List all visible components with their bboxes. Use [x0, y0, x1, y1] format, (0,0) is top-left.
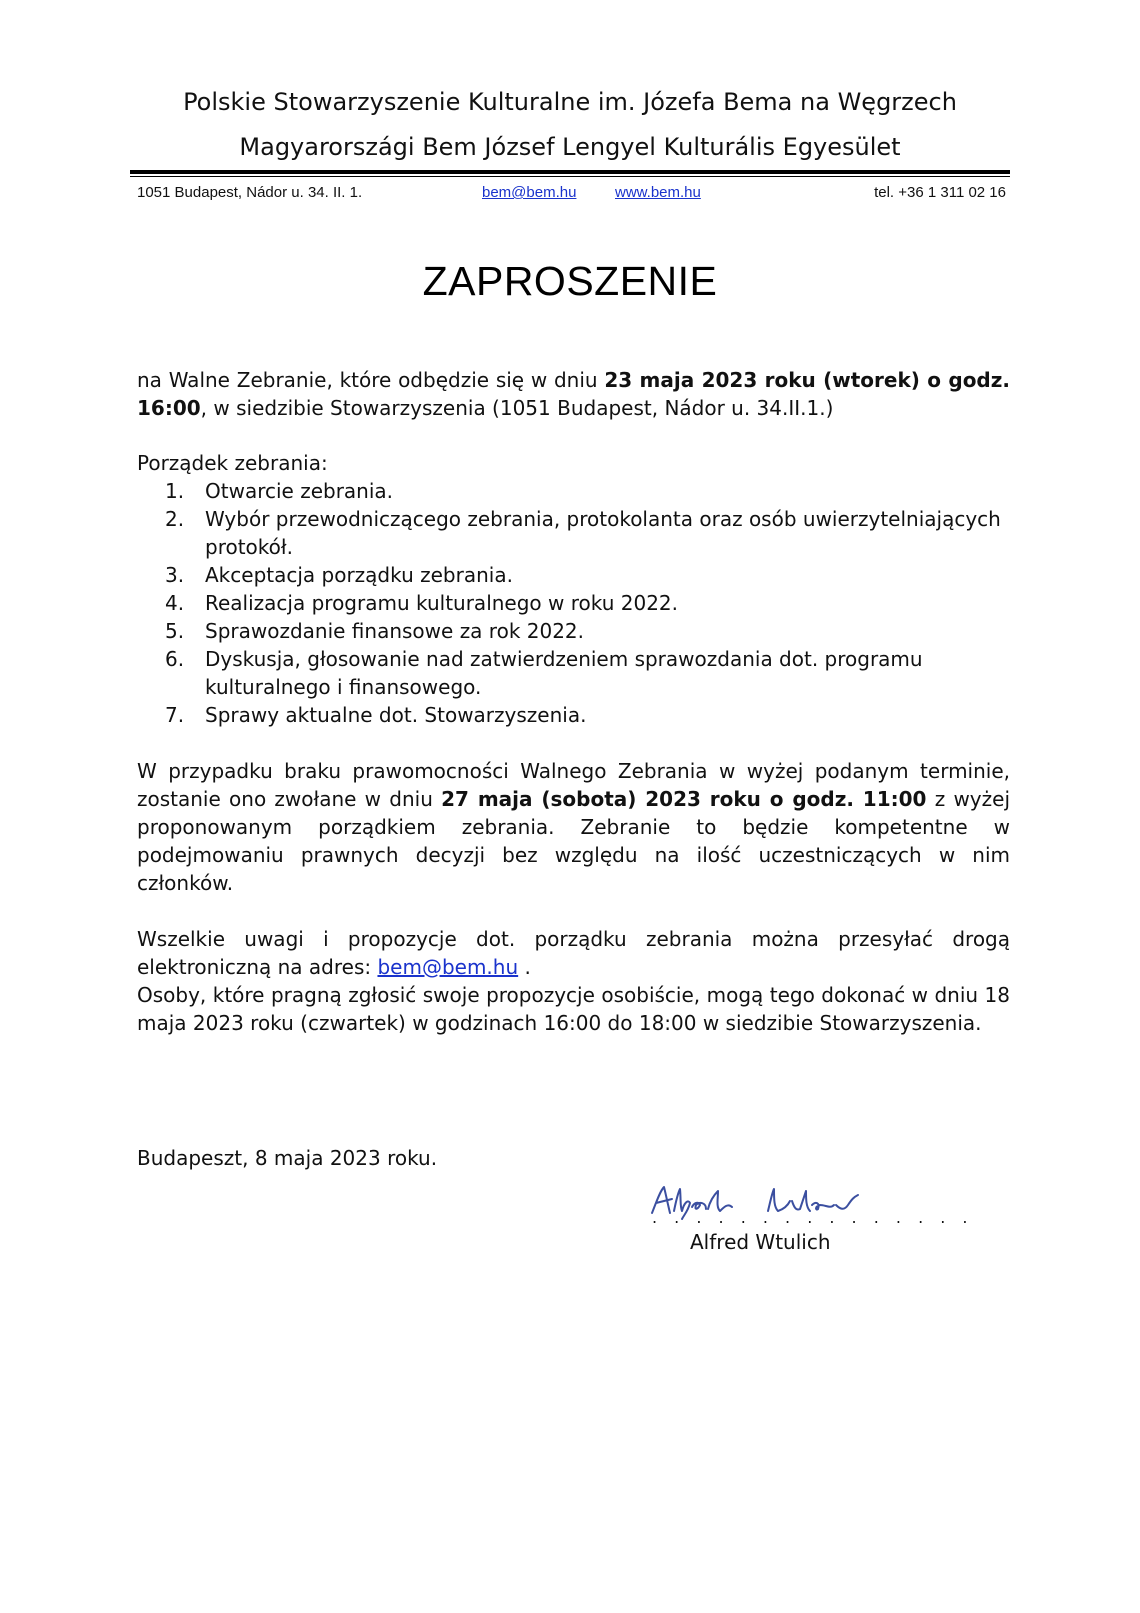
spacer	[137, 729, 1010, 757]
remarks-text-2: .	[518, 955, 531, 979]
place-and-date: Budapeszt, 8 maja 2023 roku.	[137, 1146, 438, 1170]
header-website-link[interactable]: www.bem.hu	[615, 184, 701, 201]
agenda-item-number: 4.	[165, 591, 185, 615]
signature-line: . . . . . . . . . . . . . . .	[652, 1208, 974, 1227]
meeting-datetime: 23 maja 2023 roku (wtorek) o godz. 16:00	[137, 368, 1010, 420]
agenda-item-number: 1.	[165, 479, 185, 503]
quorum-paragraph	[137, 757, 1010, 897]
agenda-list	[137, 477, 1010, 729]
agenda-item-number: 6.	[165, 647, 185, 671]
agenda-item-number: 5.	[165, 619, 185, 643]
agenda-item	[137, 477, 1010, 505]
agenda-item	[137, 505, 1010, 561]
agenda-item-number: 7.	[165, 703, 185, 727]
agenda-item	[137, 561, 1010, 589]
backup-meeting-datetime: 27 maja (sobota) 2023 roku o godz. 11:00	[441, 787, 927, 811]
org-phone: tel. +36 1 311 02 16	[874, 184, 1006, 201]
agenda-item-text: Sprawozdanie finansowe za rok 2022.	[205, 619, 585, 643]
agenda-item-text: Realizacja programu kulturalnego w roku 2022.	[205, 591, 679, 615]
agenda-item-text: Sprawy aktualne dot. Stowarzyszenia.	[205, 703, 587, 727]
agenda-item-number: 2.	[165, 507, 185, 531]
spacer	[137, 897, 1010, 925]
agenda-item-text: Otwarcie zebrania.	[205, 479, 394, 503]
agenda-item-number: 3.	[165, 563, 185, 587]
org-name-polish: Polskie Stowarzyszenie Kulturalne im. Józefa Bema na Węgrzech	[183, 88, 957, 116]
document-body	[137, 366, 1010, 1037]
agenda-item-text: Wybór przewodniczącego zebrania, protokolanta oraz osób uwierzytelniających protokół.	[205, 507, 1001, 559]
personal-submission-paragraph: Osoby, które pragną zgłosić swoje propozycje osobiście, mogą tego dokonać w dniu 18 maja 2023 roku (czwartek) w godzinach 16:00 do 18:00 w siedzibie Stowarzyszenia.	[137, 983, 1010, 1035]
remarks-email-link[interactable]: bem@bem.hu	[377, 955, 519, 979]
agenda-item	[137, 645, 1010, 701]
header-divider-thin	[130, 176, 1010, 177]
remarks-text-1: Wszelkie uwagi i propozycje dot. porządku zebrania można przesyłać drogą elektroniczną na adres:	[137, 927, 1010, 979]
org-address: 1051 Budapest, Nádor u. 34. II. 1.	[137, 184, 363, 201]
agenda-item-text: Akceptacja porządku zebrania.	[205, 563, 513, 587]
intro-text-1: na Walne Zebranie, które odbędzie się w dniu	[137, 368, 605, 392]
quorum-text-1: W przypadku braku prawomocności Walnego Zebrania w wyżej podanym terminie, zostanie ono zwołane w dniu	[137, 759, 1010, 811]
agenda-item	[137, 701, 1010, 729]
document-title: ZAPROSZENIE	[422, 258, 718, 304]
header-email-link[interactable]: bem@bem.hu	[482, 184, 577, 201]
intro-paragraph	[137, 366, 1010, 422]
agenda-item	[137, 617, 1010, 645]
remarks-paragraph	[137, 925, 1010, 981]
agenda-item-text: Dyskusja, głosowanie nad zatwierdzeniem sprawozdania dot. programu kulturalnego i finansowego.	[205, 647, 923, 699]
org-name-hungarian: Magyarországi Bem József Lengyel Kulturális Egyesület	[239, 133, 901, 161]
quorum-text-2: z wyżej proponowanym porządkiem zebrania. Zebranie to będzie kompetentne w podejmowaniu prawnych decyzji bez względu na ilość uczestniczących w nim członków.	[137, 787, 1011, 895]
agenda-heading: Porządek zebrania:	[137, 451, 328, 475]
signer-name: Alfred Wtulich	[690, 1230, 831, 1254]
agenda-item	[137, 589, 1010, 617]
header-divider-thick	[130, 170, 1010, 174]
intro-text-2: , w siedzibie Stowarzyszenia (1051 Budapest, Nádor u. 34.II.1.)	[200, 396, 834, 420]
